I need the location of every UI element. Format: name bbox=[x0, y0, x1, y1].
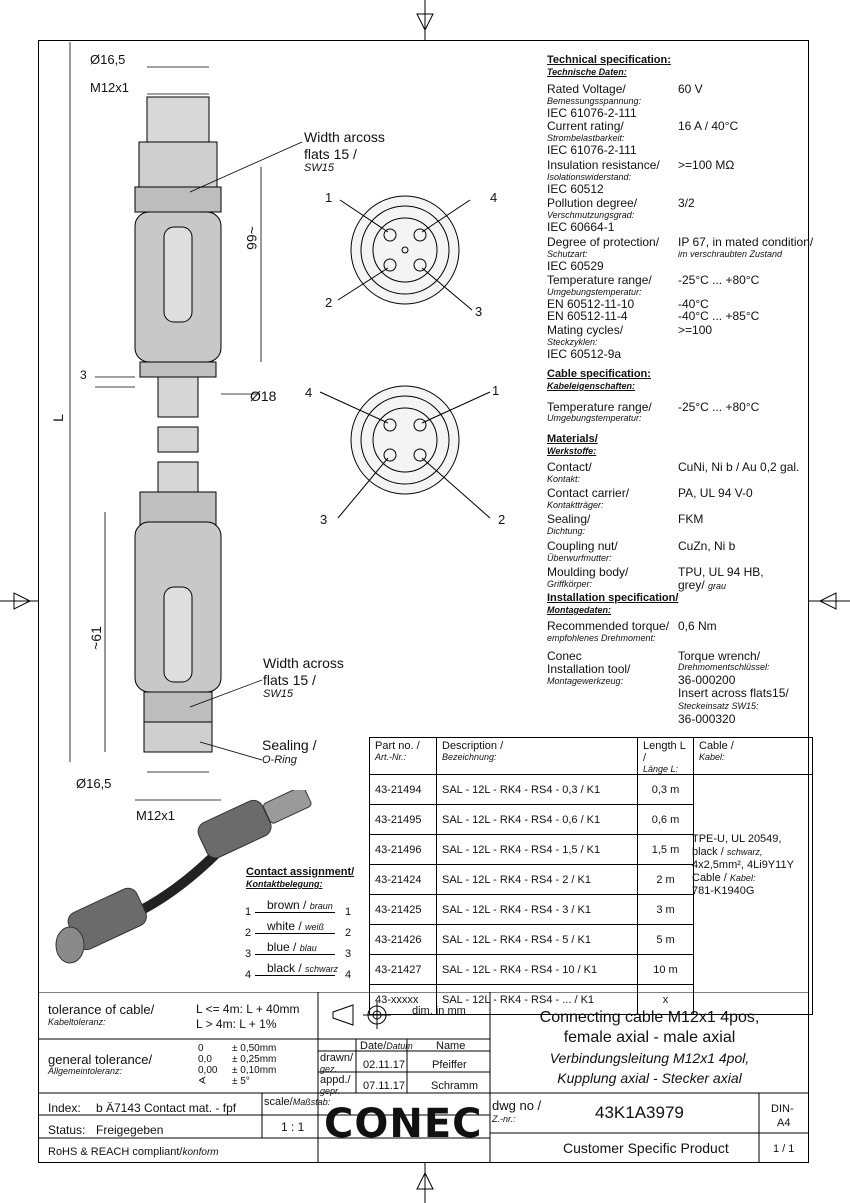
pin-label-2-bot: 2 bbox=[498, 512, 506, 527]
contact-color-en: brown / bbox=[267, 898, 307, 912]
material-value2-de: grau bbox=[708, 581, 727, 591]
material-label: Sealing/ bbox=[547, 512, 591, 526]
pin-label-1-top: 1 bbox=[325, 190, 333, 205]
rohs-en: RoHS & REACH compliant/ bbox=[48, 1146, 183, 1158]
scale-value: 1 : 1 bbox=[281, 1120, 305, 1134]
drawn-date: 02.11.17 bbox=[363, 1059, 406, 1071]
h-cable: Cable / bbox=[699, 740, 734, 752]
pin-label-1-bot: 1 bbox=[492, 383, 500, 398]
cable-spec-title-de: Kabeleigenschaften: bbox=[547, 381, 636, 391]
material-value: TPU, UL 94 HB, bbox=[678, 565, 764, 579]
drawing-title bbox=[490, 1008, 809, 1088]
contact-color-de: blau bbox=[299, 943, 317, 953]
contact-color bbox=[267, 919, 324, 933]
contact-num: 2 bbox=[245, 927, 252, 939]
tool-label-2: Installation tool/ bbox=[547, 662, 631, 676]
index-label: Index: bbox=[48, 1101, 81, 1115]
din: DIN- bbox=[771, 1103, 794, 1115]
spec-label: Degree of protection/ bbox=[547, 235, 660, 249]
drawn-de: gez. bbox=[320, 1064, 338, 1074]
dim-d18: Ø18 bbox=[250, 388, 277, 404]
spec-label: Pollution degree/ bbox=[547, 196, 638, 210]
tol-a: 0,00 bbox=[198, 1065, 218, 1076]
part-description: SAL - 12L - RK4 - RS4 - 0,3 / K1 bbox=[437, 775, 638, 805]
part-number: 43-21495 bbox=[370, 805, 437, 835]
tol-b: ± 0,25mm bbox=[232, 1054, 277, 1065]
part-length: 2 m bbox=[638, 865, 694, 895]
cable-4-de: Kabel: bbox=[729, 873, 756, 883]
contact-color bbox=[267, 898, 333, 912]
material-label-de: Kontakt: bbox=[547, 474, 581, 484]
part-length: 10 m bbox=[638, 955, 694, 985]
contact-color-en: black / bbox=[267, 961, 302, 975]
h-partno-de: Art.-Nr.: bbox=[375, 752, 407, 762]
part-length: 0,3 m bbox=[638, 775, 694, 805]
cable-temp-value: -25°C ... +80°C bbox=[678, 400, 760, 414]
h-cable-de: Kabel: bbox=[699, 752, 725, 762]
h-desc-de: Bezeichnung: bbox=[442, 752, 497, 762]
parts-row bbox=[370, 775, 813, 805]
part-number: 43-21494 bbox=[370, 775, 437, 805]
dwg-number: 43K1A3979 bbox=[595, 1103, 684, 1122]
part-description: SAL - 12L - RK4 - RS4 - 0,6 / K1 bbox=[437, 805, 638, 835]
contact-color bbox=[267, 961, 338, 975]
tool-v2: 36-000200 bbox=[678, 673, 736, 687]
tool-label-1: Conec bbox=[547, 649, 582, 663]
pin-label-2-top: 2 bbox=[325, 295, 333, 310]
label-sealing-1: Sealing / bbox=[262, 737, 317, 753]
part-number: 43-xxxxx bbox=[370, 985, 437, 1015]
tol-a: 0 bbox=[198, 1043, 204, 1054]
appd-date: 07.11.17 bbox=[363, 1080, 406, 1092]
h-desc: Description / bbox=[442, 740, 504, 752]
title-4: Kupplung axial - Stecker axial bbox=[557, 1070, 742, 1086]
part-description: SAL - 12L - RK4 - RS4 - 1,5 / K1 bbox=[437, 835, 638, 865]
torque-value: 0,6 Nm bbox=[678, 619, 717, 633]
title-1: Connecting cable M12x1 4pos, bbox=[539, 1009, 760, 1026]
part-number: 43-21424 bbox=[370, 865, 437, 895]
spec-std: EN 60512-11-10 bbox=[547, 297, 635, 311]
cable-spec-title: Cable specification: bbox=[547, 368, 651, 380]
spec-label-de: Strombelastbarkeit: bbox=[547, 133, 625, 143]
din-a4: A4 bbox=[777, 1117, 791, 1129]
tool-label-de: Montagewerkzeug: bbox=[547, 676, 624, 686]
spec-value: 3/2 bbox=[678, 196, 695, 210]
scale-en: scale/ bbox=[264, 1096, 293, 1108]
part-description: SAL - 12L - RK4 - RS4 - 3 / K1 bbox=[437, 895, 638, 925]
part-number: 43-21426 bbox=[370, 925, 437, 955]
appd: appd./ bbox=[320, 1074, 351, 1086]
customer-specific: Customer Specific Product bbox=[563, 1140, 729, 1156]
spec-label-de: Bemessungsspannung: bbox=[547, 96, 642, 106]
pin-face-views bbox=[300, 180, 510, 540]
material-label: Contact/ bbox=[547, 460, 592, 474]
part-description: SAL - 12L - RK4 - RS4 - 2 / K1 bbox=[437, 865, 638, 895]
part-length: 1,5 m bbox=[638, 835, 694, 865]
torque-label-de: empfohlenes Drehmoment: bbox=[547, 633, 656, 643]
drawn-name: Pfeiffer bbox=[432, 1059, 467, 1071]
spec-label: Rated Voltage/ bbox=[547, 82, 626, 96]
index-value: b Ä7143 Contact mat. - fpf bbox=[96, 1101, 237, 1115]
dim-mm: dim. in mm bbox=[412, 1005, 466, 1017]
spec-label: Mating cycles/ bbox=[547, 323, 624, 337]
h-len-de: Länge L: bbox=[643, 764, 679, 774]
contact-num: 1 bbox=[245, 906, 252, 918]
title-3: Verbindungsleitung M12x1 4pol, bbox=[549, 1050, 750, 1066]
tol-cable-v1: L <= 4m: L + 40mm bbox=[196, 1002, 300, 1016]
part-description: SAL - 12L - RK4 - RS4 - 10 / K1 bbox=[437, 955, 638, 985]
name-h: Name bbox=[436, 1040, 466, 1052]
part-number: 43-21496 bbox=[370, 835, 437, 865]
tol-b: ± 5° bbox=[232, 1076, 250, 1087]
contact-wire bbox=[255, 912, 335, 913]
contact-wire bbox=[255, 975, 335, 976]
part-number: 43-21427 bbox=[370, 955, 437, 985]
cable-4-en: Cable / bbox=[692, 872, 727, 884]
dim-L: L bbox=[49, 414, 66, 422]
tol-cable-v2: L > 4m: L + 1% bbox=[196, 1017, 277, 1031]
cable-3: 4x2,5mm², 4Li9Y11Y bbox=[692, 859, 794, 871]
cable-5: 781-K1940G bbox=[692, 885, 755, 897]
spec-label-de: Umgebungstemperatur: bbox=[547, 287, 642, 297]
gen-tol-de: Allgemeintoleranz: bbox=[48, 1066, 123, 1076]
tool-v3-de: Steckeinsatz SW15: bbox=[678, 701, 759, 711]
spec-std: IEC 61076-2-111 bbox=[547, 143, 637, 157]
appd-de: gepr. bbox=[320, 1086, 341, 1096]
tool-v3: Insert across flats15/ bbox=[678, 686, 789, 700]
pin-label-4-bot: 4 bbox=[305, 385, 313, 400]
material-label-de: Überwurfmutter: bbox=[547, 553, 612, 563]
contact-num: 4 bbox=[245, 969, 252, 981]
part-length: 0,6 m bbox=[638, 805, 694, 835]
cable-4 bbox=[692, 872, 755, 884]
install-title: Installation specification/ bbox=[547, 592, 679, 604]
label-width-across-bot-1: Width across bbox=[263, 655, 344, 671]
spec-value2: -40°C bbox=[678, 297, 709, 311]
page-count: 1 / 1 bbox=[773, 1143, 795, 1155]
spec-value: >=100 bbox=[678, 323, 713, 337]
spec-std: IEC 60512 bbox=[547, 182, 604, 196]
date-h-de: Datum bbox=[386, 1041, 413, 1051]
part-number: 43-21425 bbox=[370, 895, 437, 925]
cable-2-de: schwarz, bbox=[726, 847, 763, 857]
tool-v1-de: Drehmomentschlüssel: bbox=[678, 662, 770, 672]
part-length: 5 m bbox=[638, 925, 694, 955]
spec-value: IP 67, in mated condition/ bbox=[678, 235, 814, 249]
spec-label-de: Verschmutzungsgrad: bbox=[547, 210, 635, 220]
tol-cable: tolerance of cable/ bbox=[48, 1002, 155, 1017]
gen-tol: general tolerance/ bbox=[48, 1052, 153, 1067]
contact-wire bbox=[255, 933, 335, 934]
scale-de: Maßstab: bbox=[292, 1097, 331, 1107]
spec-std: IEC 61076-2-111 bbox=[547, 106, 637, 120]
dim-len66: ~66 bbox=[243, 226, 260, 250]
rohs bbox=[48, 1146, 219, 1158]
install-title-de: Montagedaten: bbox=[547, 605, 611, 615]
material-value: PA, UL 94 V-0 bbox=[678, 486, 753, 500]
label-width-across-bot-2: flats 15 / bbox=[263, 672, 316, 688]
material-value2-en: grey/ bbox=[678, 578, 705, 592]
spec-value: -25°C ... +80°C bbox=[678, 273, 760, 287]
spec-title: Technical specification: bbox=[547, 54, 671, 66]
material-label: Coupling nut/ bbox=[547, 539, 618, 553]
contact-color-en: blue / bbox=[267, 940, 297, 954]
tol-cable-de: Kabeltoleranz: bbox=[48, 1017, 106, 1027]
material-value2 bbox=[678, 578, 726, 592]
part-length: x bbox=[638, 985, 694, 1015]
spec-title-de: Technische Daten: bbox=[547, 67, 627, 77]
tol-a: 0,0 bbox=[198, 1054, 212, 1065]
cable-temp-label: Temperature range/ bbox=[547, 400, 652, 414]
spec-label-de: Schutzart: bbox=[547, 249, 588, 259]
dim-d165-bot: Ø16,5 bbox=[76, 776, 112, 791]
spec-std: IEC 60664-1 bbox=[547, 220, 615, 234]
label-width-across-top-1: Width arcoss bbox=[304, 129, 385, 145]
material-label: Moulding body/ bbox=[547, 565, 629, 579]
spec-label: Current rating/ bbox=[547, 119, 624, 133]
part-description: SAL - 12L - RK4 - RS4 - 5 / K1 bbox=[437, 925, 638, 955]
dim-len61: ~61 bbox=[87, 626, 104, 650]
pin-label-3-bot: 3 bbox=[320, 512, 328, 527]
tool-v1: Torque wrench/ bbox=[678, 649, 761, 663]
dwg-label-de: Z.-nr.: bbox=[492, 1114, 516, 1124]
tool-v4: 36-000320 bbox=[678, 712, 736, 726]
cable-temp-label-de: Umgebungstemperatur: bbox=[547, 413, 642, 423]
spec-std: IEC 60512-9a bbox=[547, 347, 622, 361]
material-label-de: Griffkörper: bbox=[547, 579, 593, 589]
h-len: Length L / bbox=[643, 740, 686, 764]
h-partno: Part no. / bbox=[375, 740, 420, 752]
cable-2 bbox=[692, 846, 762, 858]
contact-title: Contact assignment/ bbox=[246, 866, 355, 878]
label-width-across-bot-3: SW15 bbox=[263, 688, 293, 700]
tol-b: ± 0,50mm bbox=[232, 1043, 277, 1054]
materials-title-de: Werkstoffe: bbox=[547, 446, 597, 456]
part-length: 3 m bbox=[638, 895, 694, 925]
spec-value: 16 A / 40°C bbox=[678, 119, 739, 133]
material-value: CuZn, Ni b bbox=[678, 539, 736, 553]
torque-label: Recommended torque/ bbox=[547, 619, 670, 633]
dim-3: 3 bbox=[80, 368, 87, 382]
part-description: SAL - 12L - RK4 - RS4 - ... / K1 bbox=[437, 985, 638, 1015]
tol-a: ∢ bbox=[198, 1076, 207, 1087]
contact-color-de: braun bbox=[309, 901, 333, 911]
spec-label: Temperature range/ bbox=[547, 273, 652, 287]
scale-label bbox=[264, 1096, 330, 1108]
dwg-label: dwg no / bbox=[492, 1098, 542, 1113]
material-value: CuNi, Ni b / Au 0,2 gal. bbox=[678, 460, 800, 474]
title-2: female axial - male axial bbox=[563, 1029, 736, 1046]
contact-mate: 4 bbox=[345, 969, 352, 981]
cable-render bbox=[50, 790, 350, 990]
dim-m12-bot: M12x1 bbox=[136, 808, 176, 823]
contact-color-de: weiß bbox=[305, 922, 325, 932]
date-header bbox=[360, 1040, 413, 1052]
spec-label: Insulation resistance/ bbox=[547, 158, 660, 172]
material-label-de: Dichtung: bbox=[547, 526, 586, 536]
tol-b: ± 0,10mm bbox=[232, 1065, 277, 1076]
label-width-across-top-2: flats 15 / bbox=[304, 146, 357, 162]
status-value: Freigegeben bbox=[96, 1123, 164, 1137]
material-value: FKM bbox=[678, 512, 704, 526]
date-h: Date/ bbox=[360, 1040, 387, 1052]
contact-mate: 3 bbox=[345, 948, 352, 960]
label-sealing-2: O-Ring bbox=[262, 754, 297, 766]
contact-color bbox=[267, 940, 317, 954]
contact-title-de: Kontaktbelegung: bbox=[246, 879, 323, 889]
contact-mate: 1 bbox=[345, 906, 352, 918]
cable-2-en: black / bbox=[692, 846, 724, 858]
contact-color-en: white / bbox=[267, 919, 302, 933]
label-width-across-top-3: SW15 bbox=[304, 162, 334, 174]
dim-m12-top: M12x1 bbox=[90, 80, 130, 95]
status-label: Status: bbox=[48, 1123, 86, 1137]
material-label-de: Kontaktträger: bbox=[547, 500, 604, 510]
spec-value: 60 V bbox=[678, 82, 703, 96]
spec-label-de: Steckzyklen: bbox=[547, 337, 598, 347]
spec-value3: -40°C ... +85°C bbox=[678, 309, 760, 323]
dim-d165-top: Ø16,5 bbox=[90, 52, 126, 67]
materials-title: Materials/ bbox=[547, 433, 598, 445]
pin-label-4-top: 4 bbox=[490, 190, 498, 205]
spec-label-de: Isolationswiderstand: bbox=[547, 172, 632, 182]
contact-color-de: schwarz bbox=[305, 964, 339, 974]
contact-wire bbox=[255, 954, 335, 955]
cable-1: TPE-U, UL 20549, bbox=[692, 833, 782, 845]
rohs-de: konform bbox=[182, 1147, 219, 1158]
spec-std2: EN 60512-11-4 bbox=[547, 309, 628, 323]
drawn: drawn/ bbox=[320, 1052, 354, 1064]
spec-std: IEC 60529 bbox=[547, 259, 604, 273]
pin-label-3-top: 3 bbox=[475, 304, 483, 319]
spec-value: >=100 MΩ bbox=[678, 158, 735, 172]
contact-mate: 2 bbox=[345, 927, 352, 939]
appd-name: Schramm bbox=[431, 1080, 479, 1092]
spec-value-de: im verschraubten Zustand bbox=[678, 249, 783, 259]
material-label: Contact carrier/ bbox=[547, 486, 630, 500]
contact-num: 3 bbox=[245, 948, 252, 960]
conec-logo: CONEC bbox=[324, 1101, 483, 1147]
